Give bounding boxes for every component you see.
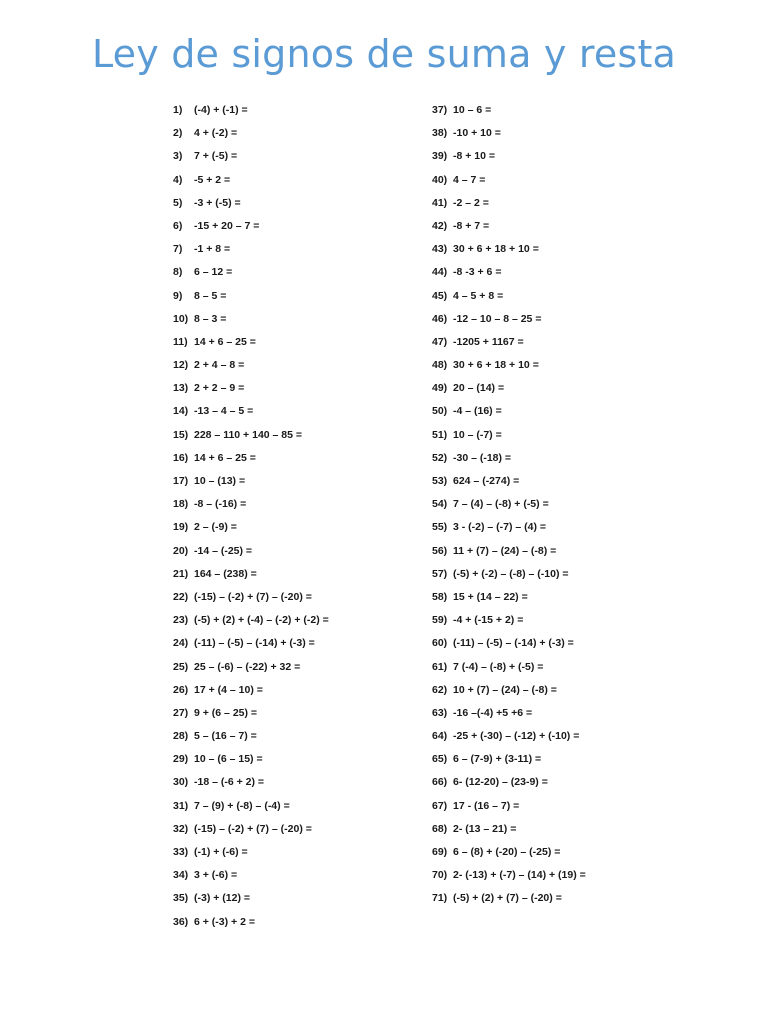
exercise-item	[173, 516, 329, 539]
exercise-expression: (-15) – (-2) + (7) – (-20) =	[194, 822, 312, 835]
exercise-item	[173, 354, 329, 377]
exercise-expression: -4 – (16) =	[453, 405, 502, 418]
exercise-expression: 6- (12-20) – (23-9) =	[453, 776, 548, 789]
exercise-number: 59)	[432, 614, 448, 627]
exercise-number: 62)	[432, 683, 448, 696]
exercise-item	[432, 563, 586, 586]
exercise-number: 69)	[432, 846, 448, 858]
exercise-expression: 2 + 4 – 8 =	[194, 359, 245, 372]
exercise-number: 65)	[432, 753, 448, 766]
exercise-item	[173, 215, 329, 238]
exercise-expression: -8 -3 + 6 =	[453, 266, 502, 279]
exercise-item	[432, 192, 586, 215]
exercise-item	[173, 424, 329, 447]
exercise-expression: -14 – (-25) =	[194, 544, 253, 557]
exercise-item	[173, 238, 329, 261]
exercise-number: 6)	[173, 219, 183, 232]
exercise-item	[432, 377, 586, 400]
exercise-item	[432, 308, 586, 331]
exercise-expression: 2- (-13) + (-7) – (14) + (19) =	[453, 869, 586, 882]
exercise-item	[173, 887, 329, 910]
exercise-expression: 6 – 12 =	[194, 266, 233, 279]
exercise-number: 61)	[432, 660, 448, 673]
exercise-number: 39)	[432, 150, 448, 163]
exercise-number: 67)	[432, 799, 448, 812]
exercise-expression: -4 + (-15 + 2) =	[453, 614, 524, 627]
exercise-item	[432, 99, 586, 122]
exercise-item	[173, 447, 329, 470]
exercise-number: 38)	[432, 127, 448, 140]
exercise-number: 30)	[173, 776, 189, 789]
exercise-item	[173, 99, 329, 122]
exercise-number: 64)	[432, 730, 448, 743]
exercise-expression: 4 + (-2) =	[194, 127, 238, 140]
exercise-expression: 9 + (6 – 25) =	[194, 706, 258, 719]
exercise-number: 43)	[432, 243, 448, 256]
exercise-number: 2)	[173, 127, 183, 140]
exercise-item	[173, 122, 329, 145]
exercise-expression: 624 – (-274) =	[453, 475, 520, 487]
exercise-expression: 17 - (16 – 7) =	[453, 799, 520, 812]
page-title: Ley de signos de suma y resta	[91, 32, 677, 76]
exercise-number: 25)	[173, 660, 189, 673]
exercise-number: 5)	[173, 196, 183, 209]
exercise-expression: 4 – 7 =	[453, 173, 486, 186]
exercise-item	[432, 656, 586, 679]
exercise-item	[173, 285, 329, 308]
exercise-expression: 164 – (238) =	[194, 567, 257, 580]
exercise-expression: -2 – 2 =	[453, 196, 489, 209]
exercise-list-right	[432, 99, 586, 911]
exercise-number: 51)	[432, 428, 448, 441]
exercise-expression: 25 – (-6) – (-22) + 32 =	[194, 660, 301, 673]
exercise-number: 49)	[432, 382, 448, 395]
exercise-expression: 11 + (7) – (24) – (-8) =	[453, 544, 557, 557]
exercise-item	[432, 354, 586, 377]
exercise-number: 1)	[173, 104, 183, 116]
exercise-number: 14)	[173, 405, 189, 418]
exercise-item	[432, 771, 586, 794]
exercise-number: 17)	[173, 475, 189, 487]
exercise-number: 70)	[432, 869, 448, 882]
exercise-number: 54)	[432, 498, 448, 511]
exercise-expression: -30 – (-18) =	[453, 451, 512, 464]
exercise-expression: 8 – 3 =	[194, 312, 227, 325]
exercise-number: 33)	[173, 846, 189, 858]
exercise-item	[432, 702, 586, 725]
exercise-expression: (-1) + (-6) =	[194, 846, 248, 858]
exercise-expression: -3 + (-5) =	[194, 196, 241, 209]
exercise-item	[432, 540, 586, 563]
exercise-item	[432, 424, 586, 447]
exercise-expression: 6 + (-3) + 2 =	[194, 915, 255, 928]
exercise-expression: 7 (-4) – (-8) + (-5) =	[453, 660, 544, 673]
exercise-item	[173, 911, 329, 934]
exercise-number: 57)	[432, 567, 448, 580]
exercise-number: 58)	[432, 590, 448, 603]
exercise-number: 8)	[173, 266, 183, 279]
exercise-expression: -25 + (-30) – (-12) + (-10) =	[453, 730, 580, 743]
exercise-item	[432, 887, 586, 910]
exercise-item	[173, 540, 329, 563]
exercise-item	[173, 864, 329, 887]
exercise-expression: 7 – (9) + (-8) – (-4) =	[194, 799, 290, 812]
exercise-number: 16)	[173, 451, 189, 464]
exercise-item	[432, 400, 586, 423]
exercise-number: 10)	[173, 312, 189, 325]
exercise-item	[432, 632, 586, 655]
exercise-list-left	[173, 99, 329, 934]
exercise-item	[432, 122, 586, 145]
exercise-item	[432, 679, 586, 702]
exercise-expression: -5 + 2 =	[194, 173, 231, 186]
exercise-item	[173, 586, 329, 609]
exercise-item	[432, 748, 586, 771]
exercise-number: 4)	[173, 173, 183, 186]
exercise-number: 9)	[173, 289, 183, 302]
exercise-item	[173, 656, 329, 679]
exercise-number: 21)	[173, 567, 189, 580]
exercise-number: 11)	[173, 335, 188, 348]
exercise-expression: -13 – 4 – 5 =	[194, 405, 254, 418]
exercise-number: 3)	[173, 150, 183, 163]
exercise-item	[173, 493, 329, 516]
exercise-expression: 5 – (16 – 7) =	[194, 730, 257, 743]
exercise-item	[173, 748, 329, 771]
exercise-number: 52)	[432, 451, 448, 464]
exercise-expression: 14 + 6 – 25 =	[194, 451, 256, 464]
exercise-item	[173, 470, 329, 493]
exercise-item	[432, 841, 586, 864]
exercise-expression: 30 + 6 + 18 + 10 =	[453, 243, 539, 256]
exercise-expression: -8 – (-16) =	[194, 498, 247, 511]
exercise-item	[173, 609, 329, 632]
exercise-expression: (-11) – (-5) – (-14) + (-3) =	[194, 637, 315, 650]
exercise-expression: (-3) + (12) =	[194, 892, 251, 905]
exercise-number: 19)	[173, 521, 189, 534]
exercise-item	[173, 169, 329, 192]
exercise-number: 32)	[173, 822, 189, 835]
exercise-number: 31)	[173, 799, 189, 812]
exercise-expression: (-15) – (-2) + (7) – (-20) =	[194, 590, 312, 603]
exercise-item	[173, 818, 329, 841]
exercise-number: 12)	[173, 359, 189, 372]
exercise-number: 27)	[173, 706, 189, 719]
exercise-number: 20)	[173, 544, 189, 557]
exercise-item	[432, 516, 586, 539]
exercise-expression: 10 – (-7) =	[453, 428, 502, 441]
exercise-item	[432, 238, 586, 261]
exercise-number: 55)	[432, 521, 448, 534]
exercise-item	[173, 725, 329, 748]
exercise-number: 7)	[173, 243, 183, 256]
exercise-number: 29)	[173, 753, 189, 766]
exercise-expression: 6 – (8) + (-20) – (-25) =	[453, 846, 561, 858]
exercise-item	[432, 215, 586, 238]
exercise-item	[173, 679, 329, 702]
exercise-number: 53)	[432, 475, 448, 487]
exercise-item	[173, 308, 329, 331]
exercise-expression: -10 + 10 =	[453, 127, 501, 140]
exercise-item	[173, 795, 329, 818]
exercise-expression: -1 + 8 =	[194, 243, 231, 256]
exercise-number: 48)	[432, 359, 448, 372]
exercise-number: 50)	[432, 405, 448, 418]
exercise-expression: 8 – 5 =	[194, 289, 227, 302]
exercise-expression: 4 – 5 + 8 =	[453, 289, 504, 302]
exercise-number: 56)	[432, 544, 448, 557]
exercise-item	[173, 632, 329, 655]
exercise-expression: 17 + (4 – 10) =	[194, 683, 263, 696]
exercise-expression: 3 + (-6) =	[194, 869, 238, 882]
exercise-number: 60)	[432, 637, 448, 650]
exercise-item	[432, 586, 586, 609]
exercise-number: 63)	[432, 706, 448, 719]
exercise-item	[173, 400, 329, 423]
exercise-number: 44)	[432, 266, 448, 279]
exercise-number: 68)	[432, 822, 448, 835]
exercise-number: 45)	[432, 289, 448, 302]
exercise-number: 22)	[173, 590, 189, 603]
exercise-item	[173, 702, 329, 725]
exercise-item	[173, 377, 329, 400]
exercise-number: 24)	[173, 637, 189, 650]
exercise-number: 35)	[173, 892, 189, 905]
exercise-expression: (-4) + (-1) =	[194, 104, 248, 116]
exercise-number: 46)	[432, 312, 448, 325]
exercise-expression: 10 – (13) =	[194, 475, 246, 487]
exercise-number: 13)	[173, 382, 189, 395]
exercise-number: 47)	[432, 335, 448, 348]
exercise-item	[173, 261, 329, 284]
exercise-item	[432, 285, 586, 308]
exercise-item	[432, 261, 586, 284]
exercise-expression: -18 – (-6 + 2) =	[194, 776, 265, 789]
exercise-expression: 228 – 110 + 140 – 85 =	[194, 428, 303, 441]
exercise-expression: 2 – (-9) =	[194, 521, 237, 534]
exercise-item	[173, 331, 329, 354]
exercise-expression: 20 – (14) =	[453, 382, 505, 395]
exercise-item	[432, 818, 586, 841]
exercise-expression: -12 – 10 – 8 – 25 =	[453, 312, 542, 325]
exercise-number: 15)	[173, 428, 189, 441]
exercise-number: 71)	[432, 892, 448, 905]
exercise-item	[432, 493, 586, 516]
exercise-item	[173, 771, 329, 794]
exercise-expression: 3 - (-2) – (-7) – (4) =	[453, 521, 547, 534]
exercise-expression: 15 + (14 – 22) =	[453, 590, 528, 603]
exercise-expression: (-5) + (2) + (-4) – (-2) + (-2) =	[194, 614, 329, 627]
exercise-number: 37)	[432, 104, 448, 116]
exercise-expression: 10 – (6 – 15) =	[194, 753, 263, 766]
exercise-expression: -1205 + 1167 =	[453, 335, 524, 348]
exercise-number: 28)	[173, 730, 189, 743]
exercise-item	[432, 864, 586, 887]
exercise-number: 42)	[432, 219, 448, 232]
exercise-item	[173, 145, 329, 168]
exercise-number: 18)	[173, 498, 189, 511]
exercise-expression: (-11) – (-5) – (-14) + (-3) =	[453, 637, 574, 650]
exercise-item	[432, 145, 586, 168]
exercise-number: 23)	[173, 614, 189, 627]
exercise-number: 34)	[173, 869, 189, 882]
exercise-expression: (-5) + (2) + (7) – (-20) =	[453, 892, 562, 905]
exercise-item	[432, 725, 586, 748]
exercise-item	[432, 470, 586, 493]
exercise-expression: 30 + 6 + 18 + 10 =	[453, 359, 539, 372]
exercise-item	[432, 609, 586, 632]
exercise-expression: -15 + 20 – 7 =	[194, 219, 260, 232]
exercise-item	[173, 563, 329, 586]
exercise-expression: 2 + 2 – 9 =	[194, 382, 245, 395]
exercise-expression: -8 + 10 =	[453, 150, 496, 163]
exercise-expression: 7 + (-5) =	[194, 150, 238, 163]
exercise-item	[173, 192, 329, 215]
exercise-expression: 10 – 6 =	[453, 104, 492, 116]
exercise-expression: -16 –(-4) +5 +6 =	[453, 706, 533, 719]
exercise-expression: 10 + (7) – (24) – (-8) =	[453, 683, 557, 696]
exercise-number: 36)	[173, 915, 189, 928]
exercise-item	[432, 447, 586, 470]
exercise-item	[432, 795, 586, 818]
exercise-expression: (-5) + (-2) – (-8) – (-10) =	[453, 567, 569, 580]
exercise-number: 40)	[432, 173, 448, 186]
exercise-number: 26)	[173, 683, 189, 696]
exercise-item	[432, 331, 586, 354]
exercise-expression: 7 – (4) – (-8) + (-5) =	[453, 498, 549, 511]
exercise-item	[432, 169, 586, 192]
exercise-number: 41)	[432, 196, 448, 209]
exercise-expression: 2- (13 – 21) =	[453, 822, 517, 835]
exercise-expression: 6 – (7-9) + (3-11) =	[453, 753, 542, 766]
exercise-number: 66)	[432, 776, 448, 789]
exercise-expression: -8 + 7 =	[453, 219, 490, 232]
exercise-item	[173, 841, 329, 864]
exercise-expression: 14 + 6 – 25 =	[194, 335, 256, 348]
